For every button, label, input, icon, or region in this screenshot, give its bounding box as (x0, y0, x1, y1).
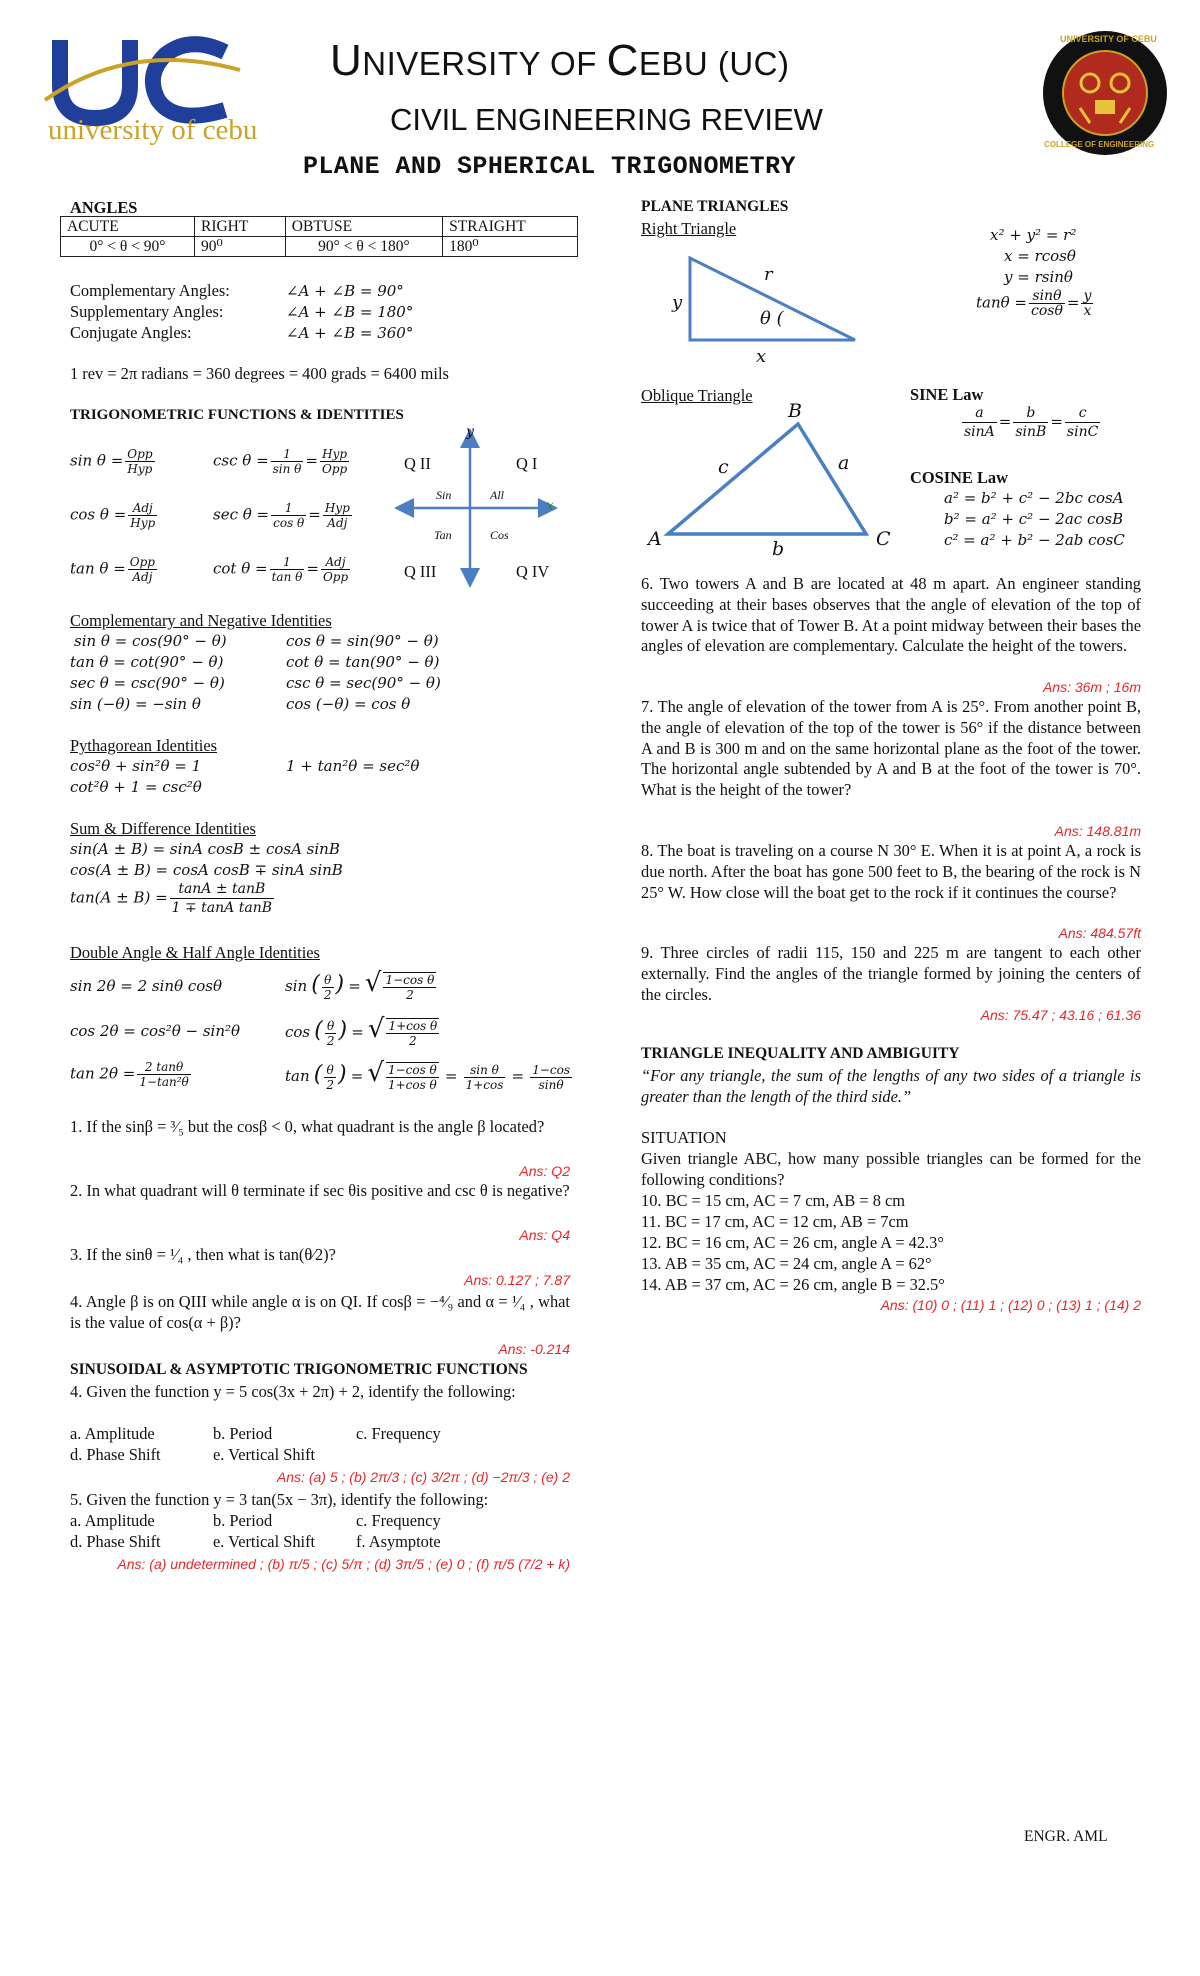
half-sin: sin ( $\frac{\theta}{2}$ ) = √ $\frac{\text{1−cos θ}}{2}$ (285, 968, 435, 1003)
tan-def: tan θ = $\frac{\text{Opp}}{\text{Adj}}$ (70, 555, 155, 584)
problem-2: 2. In what quadrant will θ terminate if sec θis positive and csc θ is negative? (70, 1181, 570, 1200)
table-cell: 90⁰ (194, 237, 285, 257)
situation-text: Given triangle ABC, how many possible triangles can be formed for the following conditions? (641, 1149, 1141, 1189)
answer-situation: Ans: (10) 0 ; (11) 1 ; (12) 0 ; (13) 1 ; (14) 2 (880, 1297, 1141, 1313)
compneg-right-2: cot θ = tan(90° − θ) (286, 653, 440, 671)
quadrant-sin-label: Sin (436, 488, 452, 502)
seal-text-top: UNIVERSITY OF CEBU (1060, 34, 1157, 44)
quadrant-2-label: Q II (404, 454, 431, 473)
problem-4: 4. Angle β is on QIII while angle α is on QI. If cosβ = −⁴⁄₉ and α = ¹⁄₄ , what is the value of cos(α + β)? (70, 1292, 570, 1332)
side-r-label: r (764, 264, 773, 285)
oblique-heading: Oblique Triangle (641, 386, 753, 405)
answer-9: Ans: 75.47 ; 43.16 ; 61.36 (980, 1007, 1141, 1023)
right-eq-tan: tanθ = $\frac{\sin\theta}{\cos\theta}$ = $\frac{y}{x}$ (976, 288, 1092, 319)
cosine-law-heading: COSINE Law (910, 468, 1008, 487)
table-header-cell: STRAIGHT (443, 217, 578, 237)
sumdiff-sin: sin(A ± B) = sinA cosB ± cosA sinB (70, 840, 340, 858)
comp-eq: ∠A + ∠B = 90° (286, 282, 404, 300)
table-cell: 90° < θ < 180° (285, 237, 442, 257)
half-cos: cos ( $\frac{\theta}{2}$ ) = √ $\frac{\text{1+cos θ}}{2}$ (285, 1014, 438, 1049)
plane-heading: PLANE TRIANGLES (641, 198, 789, 215)
cosine-law-a: a² = b² + c² − 2bc cosA (944, 489, 1124, 507)
sumdiff-cos: cos(A ± B) = cosA cosB ∓ sinA sinB (70, 861, 343, 879)
vertex-A-label: A (648, 528, 662, 550)
problem-6: 6. Two towers A and B are located at 48 m apart. An engineer standing succeeding at their bases observes that the angle of elevation of the top of tower A is twice that of Tower B. At a point midway between their bases the angles of elevation are complementary. Calculate the height of the towers. (641, 574, 1141, 656)
answer-6: Ans: (a) undetermined ; (b) π/5 ; (c) 5/π ; (d) 3π/5 ; (e) 0 ; (f) π/5 (7/2 + k) (117, 1556, 570, 1572)
supp-eq: ∠A + ∠B = 180° (286, 303, 414, 321)
problem-7: 7. The angle of elevation of the tower from A is 25°. From another point B, the angle of elevation of the top of the tower is 56° if the distance between A and B is 300 m and on the same horizontal plane as the foot of the tower. The horizontal angle subtended by A and B at the foot of the tower is 70°. What is the height of the tower? (641, 697, 1141, 800)
compneg-left-3: sec θ = csc(90° − θ) (70, 674, 225, 692)
pyth-3: 1 + tan²θ = sec²θ (286, 757, 420, 775)
sec-def: sec θ = $\frac{1}{\text{cos θ}}$ = $\frac{\text{Hyp}}{\text{Adj}}$ (213, 501, 350, 530)
side-c-label: c (718, 456, 729, 478)
sin-def: sin θ = $\frac{\text{Opp}}{\text{Hyp}}$ (70, 447, 153, 476)
comp-label: Complementary Angles: (70, 281, 230, 300)
side-y-label: y (672, 292, 683, 313)
page-title: UNIVERSITY OF CEBU (UC) (330, 36, 790, 85)
right-eq-1: x² + y² = r² (990, 226, 1077, 244)
right-eq-2: x = rcosθ (1004, 247, 1076, 265)
answer-5: Ans: (a) 5 ; (b) 2π/3 ; (c) 3/2π ; (d) −2π/3 ; (e) 2 (276, 1469, 570, 1485)
side-a-label: a (838, 452, 850, 474)
sumdiff-heading: Sum & Difference Identities (70, 819, 256, 838)
conj-label: Conjugate Angles: (70, 323, 192, 342)
sine-law-eq: $\frac{a}{\sin A}$ = $\frac{b}{\sin B}$ = $\frac{c}{\sin C}$ (964, 405, 1099, 440)
revolution-conversion: 1 rev = 2π radians = 360 degrees = 400 grads = 6400 mils (70, 364, 449, 383)
sine-law-heading: SINE Law (910, 385, 984, 404)
double-tan: tan 2θ = $\frac{2 \tan\theta}{\text{1−tan²θ}}$ (70, 1060, 189, 1089)
vertex-B-label: B (788, 400, 802, 422)
right-triangle-heading: Right Triangle (641, 219, 737, 238)
sumdiff-tan: tan(A ± B) = $\frac{\tan A \pm \tan B}{\text{1 ∓ tanA tanB}}$ (70, 881, 273, 916)
compneg-left-4: sin (−θ) = −sin θ (70, 695, 201, 713)
right-eq-3: y = rsinθ (1004, 268, 1073, 286)
double-sin: sin 2θ = 2 sinθ cosθ (70, 977, 223, 995)
answer-1: Ans: Q2 (519, 1163, 570, 1179)
option-vertical-shift: e. Vertical Shift (213, 1445, 316, 1464)
angles-heading: ANGLES (70, 198, 138, 217)
problem-9: 9. Three circles of radii 115, 150 and 225 m are tangent to each other externally. Find the angles of the triangle formed by joining the centers of the circles. (641, 943, 1141, 1004)
cot-def: cot θ = $\frac{1}{\text{tan θ}}$ = $\frac{\text{Adj}}{\text{Opp}}$ (213, 555, 349, 584)
situation-item-14: 14. AB = 37 cm, AC = 26 cm, angle B = 32.5° (641, 1275, 945, 1294)
option-phase-shift: d. Phase Shift (70, 1445, 161, 1464)
option-amplitude: a. Amplitude (70, 1424, 155, 1443)
answer-8: Ans: 484.57ft (1058, 925, 1141, 941)
quadrant-1-label: Q I (516, 454, 538, 473)
option-asymptote: f. Asymptote (356, 1532, 441, 1551)
inequality-heading: TRIANGLE INEQUALITY AND AMBIGUITY (641, 1045, 960, 1062)
double-cos: cos 2θ = cos²θ − sin²θ (70, 1022, 241, 1040)
table-header-cell: RIGHT (194, 217, 285, 237)
half-tan: tan ( $\frac{\theta}{2}$ ) = √ $\frac{\text{1−cos θ}}{\text{1+cos θ}}$ = $\frac{\text{sin θ}}{1+\cos}$ = $\frac{1-\cos}{\sin\theta}$ (285, 1058, 570, 1093)
situation-item-11: 11. BC = 17 cm, AC = 12 cm, AB = 7cm (641, 1212, 909, 1231)
situation-item-10: 10. BC = 15 cm, AC = 7 cm, AB = 8 cm (641, 1191, 906, 1210)
pyth-2: cot²θ + 1 = csc²θ (70, 778, 202, 796)
table-cell: 0° < θ < 90° (61, 237, 195, 257)
college-seal (1040, 28, 1170, 158)
compneg-left-2: tan θ = cot(90° − θ) (70, 653, 224, 671)
problem-6-function: 5. Given the function y = 3 tan(5x − 3π), identify the following: (70, 1490, 489, 1509)
quadrant-4-label: Q IV (516, 562, 550, 581)
quadrant-3-label: Q III (404, 562, 437, 581)
problem-3: 3. If the sinθ = ¹⁄₄ , then what is tan(θ⁄2)? (70, 1245, 336, 1264)
axis-x-label: x (546, 498, 554, 514)
option-phase-shift: d. Phase Shift (70, 1532, 161, 1551)
sinusoidal-heading: SINUSOIDAL & ASYMPTOTIC TRIGONOMETRIC FUNCTIONS (70, 1361, 528, 1378)
pyth-heading: Pythagorean Identities (70, 736, 218, 755)
option-period: b. Period (213, 1424, 273, 1443)
conj-eq: ∠A + ∠B = 360° (286, 324, 414, 342)
cos-def: cos θ = $\frac{\text{Adj}}{\text{Hyp}}$ (70, 501, 156, 530)
option-amplitude: a. Amplitude (70, 1511, 155, 1530)
double-heading: Double Angle & Half Angle Identities (70, 943, 320, 962)
cosine-law-c: c² = a² + b² − 2ab cosC (944, 531, 1125, 549)
table-header-cell: ACUTE (61, 217, 195, 237)
topic-title: PLANE AND SPHERICAL TRIGONOMETRY (303, 152, 796, 181)
vertex-C-label: C (876, 528, 891, 550)
answer-7: Ans: 148.81m (1054, 823, 1141, 839)
compneg-right-4: cos (−θ) = cos θ (286, 695, 411, 713)
answer-3: Ans: 0.127 ; 7.87 (464, 1272, 570, 1288)
answer-2: Ans: Q4 (519, 1227, 570, 1243)
author-credit: ENGR. AML (1024, 1828, 1108, 1845)
situation-item-13: 13. AB = 35 cm, AC = 24 cm, angle A = 62° (641, 1254, 932, 1273)
page-subtitle: CIVIL ENGINEERING REVIEW (390, 102, 823, 137)
option-vertical-shift: e. Vertical Shift (213, 1532, 316, 1551)
axis-y-label: y (466, 424, 474, 440)
csc-def: csc θ = $\frac{1}{\text{sin θ}}$ = $\frac{\text{Hyp}}{\text{Opp}}$ (213, 447, 348, 476)
answer-4: Ans: -0.214 (498, 1341, 570, 1357)
compneg-right-3: csc θ = sec(90° − θ) (286, 674, 441, 692)
table-cell: 180⁰ (443, 237, 578, 257)
compneg-right-1: cos θ = sin(90° − θ) (286, 632, 439, 650)
seal-text-bottom: COLLEGE OF ENGINEERING (1044, 140, 1155, 149)
problem-1: 1. If the sinβ = ³⁄₅ but the cosβ < 0, what quadrant is the angle β located? (70, 1117, 545, 1136)
problem-5: 4. Given the function y = 5 cos(3x + 2π) + 2, identify the following: (70, 1382, 516, 1401)
trig-heading: TRIGONOMETRIC FUNCTIONS & IDENTITIES (70, 407, 404, 423)
table-header-cell: OBTUSE (285, 217, 442, 237)
compneg-heading: Complementary and Negative Identities (70, 611, 332, 630)
side-x-label: x (756, 346, 767, 367)
quadrant-tan-label: Tan (434, 528, 452, 542)
situation-heading: SITUATION (641, 1128, 727, 1147)
problem-8: 8. The boat is traveling on a course N 30° E. When it is at point A, a rock is due north. After the boat has gone 500 feet to B, the bearing of the rock is N 25° W. How close will the boat get to the rock if it continues the course? (641, 841, 1141, 902)
option-frequency: c. Frequency (356, 1511, 441, 1530)
angles-table (60, 216, 578, 257)
compneg-left-1: sin θ = cos(90° − θ) (74, 632, 227, 650)
quadrant-diagram (390, 424, 590, 588)
supp-label: Supplementary Angles: (70, 302, 224, 321)
angle-theta-label: θ ( (760, 308, 784, 329)
table-row (61, 217, 578, 237)
table-row (61, 237, 578, 257)
option-frequency: c. Frequency (356, 1424, 441, 1443)
university-logo (40, 30, 260, 150)
oblique-triangle-diagram (648, 400, 898, 564)
side-b-label: b (772, 538, 785, 560)
pyth-1: cos²θ + sin²θ = 1 (70, 757, 202, 775)
situation-item-12: 12. BC = 16 cm, AC = 26 cm, angle A = 42.3° (641, 1233, 944, 1252)
answer-6-towers: Ans: 36m ; 16m (1042, 679, 1141, 695)
quadrant-cos-label: Cos (490, 528, 509, 542)
logo-subtitle: university of cebu (48, 114, 258, 146)
right-triangle-diagram (660, 246, 870, 371)
option-period: b. Period (213, 1511, 273, 1530)
inequality-text: “For any triangle, the sum of the lengths of any two sides of a triangle is greater than the length of the third side.” (641, 1066, 1141, 1106)
cosine-law-b: b² = a² + c² − 2ac cosB (944, 510, 1124, 528)
quadrant-all-label: All (490, 488, 504, 502)
